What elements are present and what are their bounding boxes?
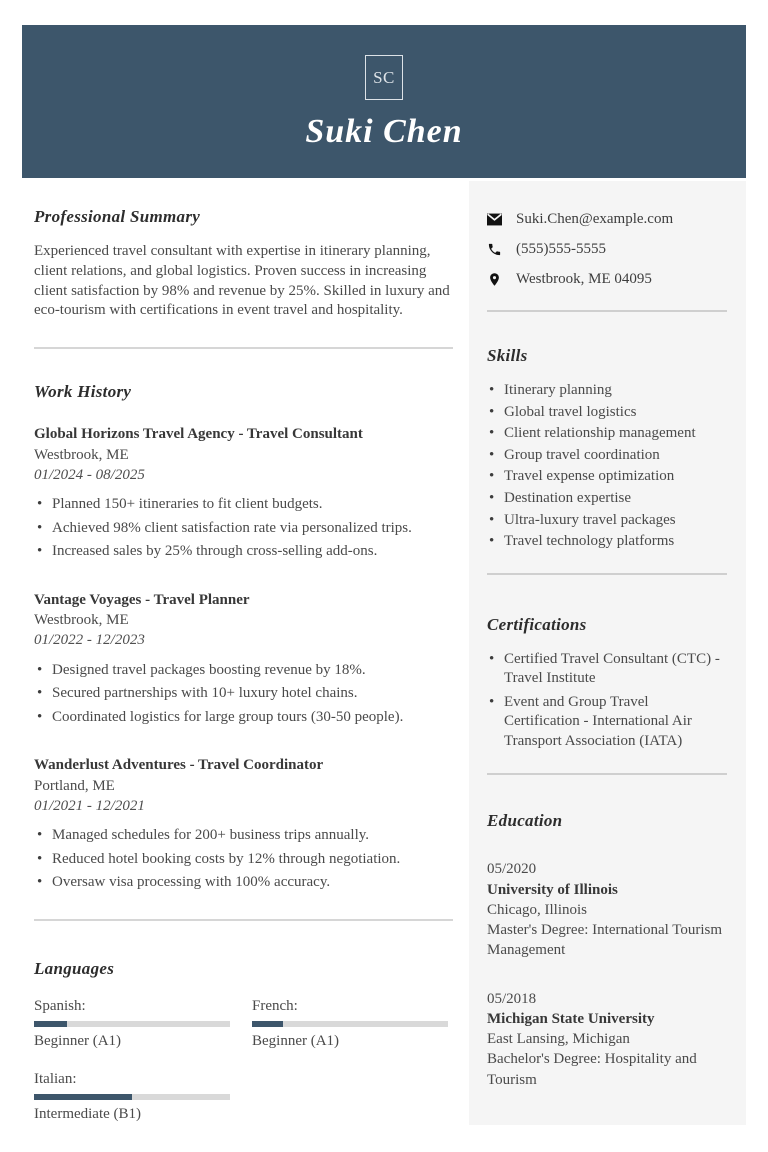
skills-section (487, 346, 727, 551)
skills-heading: Skills (487, 346, 528, 365)
contact-phone-row (487, 241, 727, 258)
language-name: French: (252, 997, 298, 1014)
candidate-name: Suki Chen (305, 113, 463, 150)
languages-heading: Languages (34, 958, 115, 978)
contact-phone: (555)555-5555 (516, 241, 606, 257)
certification-item: • Certified Travel Consultant (CTC) - Travel Institute (487, 650, 727, 689)
main-column (22, 181, 469, 1125)
job-bullet: • Achieved 98% client satisfaction rate via personalized trips. (34, 519, 453, 539)
skill-item: • Client relationship management (487, 424, 727, 443)
job-bullet: • Coordinated logistics for large group tours (30-50 people). (34, 708, 453, 728)
job-entry (34, 425, 453, 562)
language-level-bar (34, 1094, 230, 1100)
education-location: East Lansing, Michigan (487, 1031, 630, 1047)
education-degree: Master's Degree: International Tourism Management (487, 922, 723, 959)
certification-item: • Event and Group Travel Certification - International Air Transport Association (IATA) (487, 693, 727, 752)
job-title: Wanderlust Adventures - Travel Coordinator (34, 757, 324, 774)
resume-header (22, 25, 746, 178)
education-entry (487, 859, 727, 960)
work-history-heading: Work History (34, 382, 132, 402)
certifications-section (487, 615, 727, 752)
job-entry (34, 591, 453, 728)
language-name: Spanish: (34, 997, 86, 1014)
job-title: Vantage Voyages - Travel Planner (34, 591, 250, 608)
education-section (487, 811, 727, 1090)
map-pin-icon (487, 272, 503, 288)
content-columns (22, 181, 746, 1125)
education-heading: Education (487, 811, 563, 831)
job-bullet-list (34, 826, 453, 893)
job-bullet: • Secured partnerships with 10+ luxury hotel chains. (34, 684, 453, 704)
contact-location-row (487, 271, 727, 288)
sidebar-divider (487, 573, 727, 575)
skill-item: • Group travel coordination (487, 446, 727, 465)
work-history-section (34, 382, 453, 893)
education-entry (487, 989, 727, 1090)
certifications-heading: Certifications (487, 614, 587, 634)
language-level-bar-fill (252, 1021, 283, 1027)
education-date: 05/2018 (487, 990, 537, 1007)
language-level-label: Beginner (A1) (252, 1033, 340, 1050)
job-location: Portland, ME (34, 777, 115, 794)
job-dates: 01/2024 - 08/2025 (34, 466, 145, 483)
skill-item: • Travel expense optimization (487, 467, 727, 486)
job-title: Global Horizons Travel Agency - Travel Consultant (34, 426, 363, 443)
job-bullet-list (34, 661, 453, 728)
language-level-label: Intermediate (B1) (34, 1106, 142, 1123)
contact-section (487, 211, 727, 288)
skill-item: • Global travel logistics (487, 403, 727, 422)
envelope-icon (487, 212, 503, 228)
education-date: 05/2020 (487, 861, 537, 878)
languages-section (34, 959, 453, 1125)
skills-list (487, 381, 727, 551)
job-bullet: • Designed travel packages boosting revenue by 18%. (34, 661, 453, 681)
job-bullet: • Oversaw visa processing with 100% accuracy. (34, 873, 453, 893)
job-bullet-list (34, 495, 453, 562)
language-name: Italian: (34, 1070, 77, 1087)
language-item (34, 997, 230, 1052)
skill-item: • Ultra-luxury travel packages (487, 511, 727, 530)
skill-item: • Destination expertise (487, 489, 727, 508)
section-divider (34, 347, 453, 349)
sidebar-column (469, 181, 746, 1125)
section-divider (34, 919, 453, 921)
job-bullet: • Increased sales by 25% through cross-selling add-ons. (34, 542, 453, 562)
language-level-bar (252, 1021, 448, 1027)
language-level-bar-fill (34, 1021, 67, 1027)
education-school: Michigan State University (487, 1010, 655, 1027)
language-item (252, 997, 448, 1052)
job-location: Westbrook, ME (34, 446, 129, 463)
education-degree: Bachelor's Degree: Hospitality and Tourism (487, 1051, 697, 1088)
professional-summary-section (34, 207, 453, 321)
job-dates: 01/2022 - 12/2023 (34, 632, 145, 649)
languages-grid (34, 997, 453, 1125)
language-level-bar-fill (34, 1094, 132, 1100)
job-bullet: • Planned 150+ itineraries to fit client budgets. (34, 495, 453, 515)
contact-email-row (487, 211, 727, 228)
language-level-label: Beginner (A1) (34, 1033, 122, 1050)
phone-icon (487, 242, 503, 258)
language-item (34, 1070, 230, 1125)
certifications-list (487, 650, 727, 752)
skill-item: • Travel technology platforms (487, 532, 727, 551)
sidebar-divider (487, 773, 727, 775)
skill-item: • Itinerary planning (487, 381, 727, 400)
summary-text: Experienced travel consultant with expertise in itinerary planning, client relations, and global logistics. Proven success in increasing client satisfaction by 98% and revenue by 25%. Skilled in luxury and eco-tourism with certifications in event travel and hospitality. (34, 243, 450, 319)
contact-location: Westbrook, ME 04095 (516, 271, 652, 287)
language-level-bar (34, 1021, 230, 1027)
job-entry (34, 756, 453, 893)
sidebar-divider (487, 310, 727, 312)
job-location: Westbrook, ME (34, 612, 129, 629)
summary-heading: Professional Summary (34, 207, 201, 226)
monogram-badge (365, 55, 403, 100)
job-bullet: • Managed schedules for 200+ business trips annually. (34, 826, 453, 846)
monogram-text: SC (373, 68, 395, 87)
education-school: University of Illinois (487, 881, 618, 898)
job-bullet: • Reduced hotel booking costs by 12% through negotiation. (34, 850, 453, 870)
contact-email: Suki.Chen@example.com (516, 211, 674, 227)
education-location: Chicago, Illinois (487, 901, 587, 918)
job-dates: 01/2021 - 12/2021 (34, 797, 145, 814)
